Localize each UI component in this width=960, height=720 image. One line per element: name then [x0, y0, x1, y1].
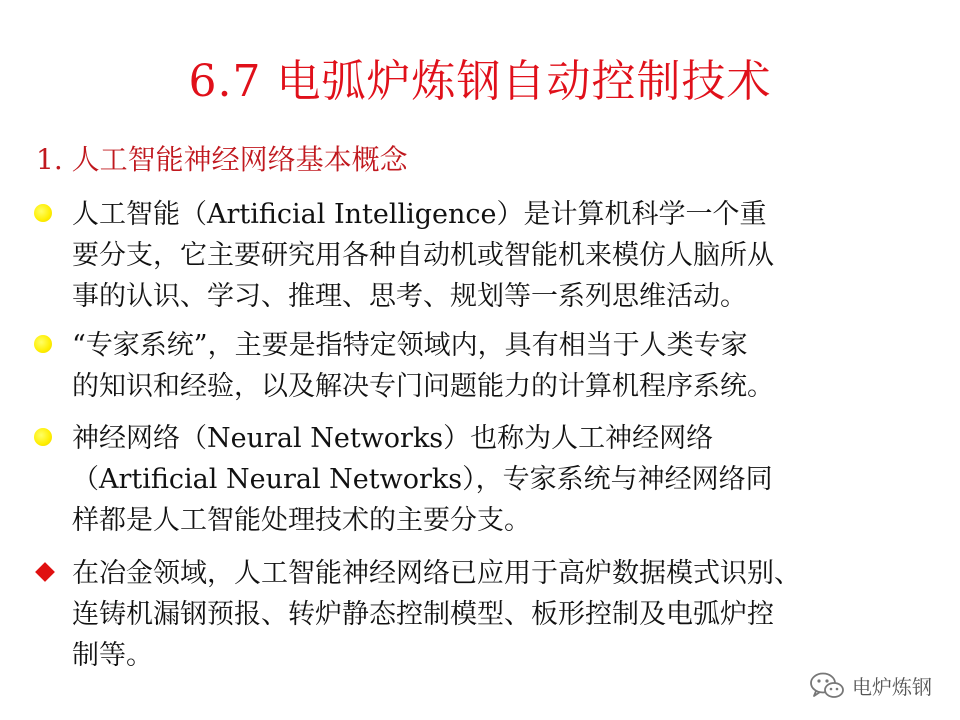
text-line: （Artificial Neural Networks），专家系统与神经网络同	[72, 464, 773, 495]
text-line: 连铸机漏钢预报、转炉静态控制模型、板形控制及电弧炉控	[72, 599, 774, 630]
yellow-dot-bullet-icon	[34, 428, 52, 446]
slide-title: 6.7 电弧炉炼钢自动控制技术	[188, 56, 772, 107]
yellow-dot-bullet-icon	[34, 204, 52, 222]
bullet-text	[72, 194, 934, 317]
text-line: 神经网络（Neural Networks）也称为人工神经网络	[72, 423, 714, 454]
text-line: 事的认识、学习、推理、思考、规划等一系列思维活动。	[72, 281, 747, 312]
bullet-item-ai	[34, 194, 934, 317]
bullet-text	[72, 418, 934, 541]
text-line: 在冶金领域，人工智能神经网络已应用于高炉数据模式识别、	[72, 558, 801, 589]
bullet-text	[72, 553, 934, 676]
text-line: “专家系统”，主要是指特定领域内，具有相当于人类专家	[72, 330, 748, 361]
text-line: 的知识和经验，以及解决专门问题能力的计算机程序系统。	[72, 371, 774, 402]
red-diamond-bullet-icon	[35, 562, 55, 582]
bullet-item-expert-system	[34, 325, 934, 407]
watermark-text: 电炉炼钢	[852, 675, 932, 699]
bullet-text	[72, 325, 934, 407]
text-line: 制等。	[72, 640, 153, 671]
bullet-item-neural-networks	[34, 418, 934, 541]
text-line: 要分支，它主要研究用各种自动机或智能机来模仿人脑所从	[72, 240, 774, 271]
text-line: 样都是人工智能处理技术的主要分支。	[72, 505, 531, 536]
bullet-item-metallurgy	[34, 553, 934, 676]
text-line: 人工智能（Artificial Intelligence）是计算机科学一个重	[72, 199, 767, 230]
yellow-dot-bullet-icon	[34, 335, 52, 353]
wechat-icon	[810, 672, 844, 700]
watermark	[810, 671, 932, 700]
section-heading: 1. 人工智能神经网络基本概念	[36, 143, 408, 176]
